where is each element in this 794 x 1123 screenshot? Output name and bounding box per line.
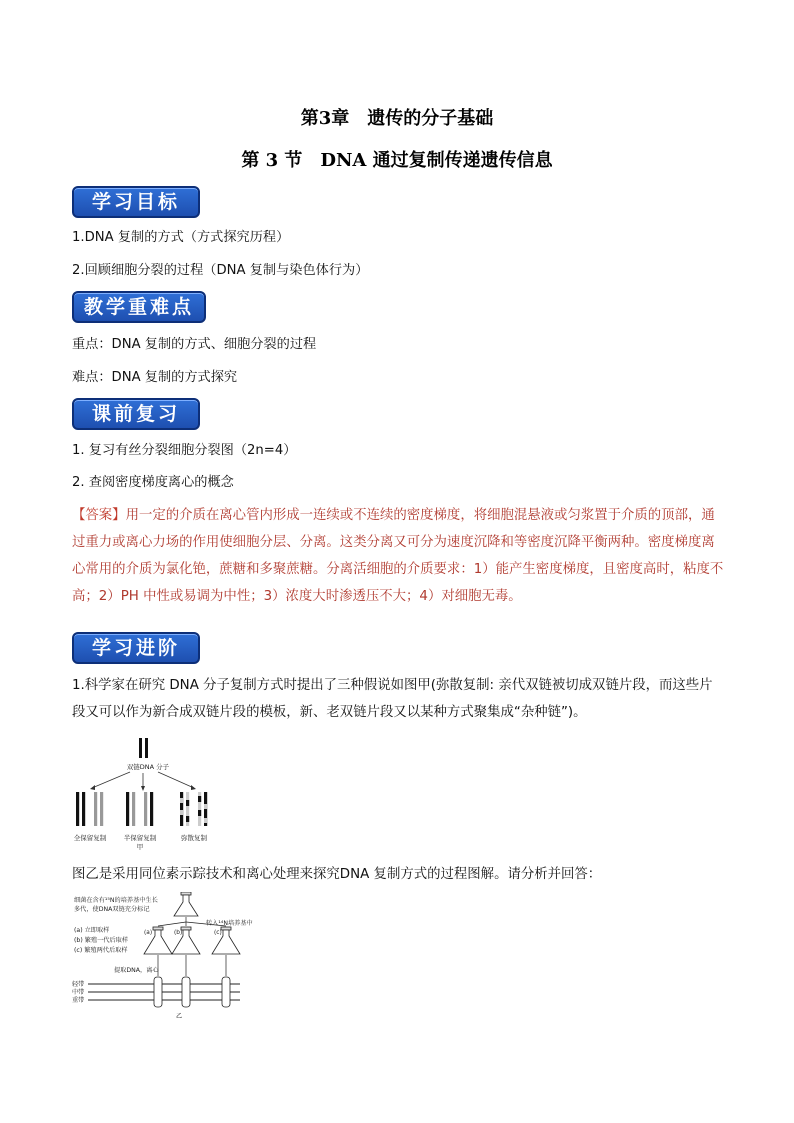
flask-label-a: (a): [144, 930, 153, 936]
down-arrows: [158, 955, 226, 976]
band-lines: [88, 984, 240, 1000]
figure-jia-caption: 甲: [136, 843, 144, 851]
yi-step-b: (b) 繁殖一代后取样: [74, 937, 129, 944]
figure-yi-caption: 乙: [176, 1013, 183, 1020]
figure-jia: [70, 736, 230, 852]
band-label-heavy: 重带: [72, 997, 85, 1004]
yi-step-c: (c) 繁殖两代后取样: [74, 947, 128, 954]
answer-tag: 【答案】: [72, 508, 126, 523]
band-label-middle: 中带: [72, 989, 85, 996]
flask-label-b: (b): [174, 930, 183, 936]
yi-extract-text: 提取DNA，离心: [114, 967, 159, 974]
key-point-item-1: 重点：DNA 复制的方式、细胞分裂的过程: [72, 337, 317, 352]
preview-item-1: 1. 复习有丝分裂细胞分裂图（2n=4）: [72, 443, 297, 458]
parent-label: 双链DNA 分子: [126, 763, 170, 771]
label-semiconservative: 半保留复制: [123, 834, 157, 842]
objective-item-1: 1.DNA 复制的方式（方式探究历程）: [72, 230, 290, 245]
parent-dna-icon: [139, 738, 148, 758]
advanced-badge: 学习进阶: [72, 632, 200, 664]
answer-text: 用一定的介质在离心管内形成一连续或不连续的密度梯度，将细胞混悬液或匀浆置于介质的顶部，通过重力或离心力场的作用使细胞分层、分离。这类分离又可分为速度沉降和等密度沉降平衡两种。密度梯度离心常用的介质为氯化铯，蔗糖和多聚蔗糖。分离活细胞的介质要求：1）能产生密度梯度，且密度高时，粘度不高；2）PH 中性或易调为中性；3）浓度大时渗透压不大；4）对细胞无毒。: [72, 508, 724, 604]
source-flask-icon: [174, 892, 198, 916]
preview-badge: 课前复习: [72, 398, 200, 430]
label-conservative: 全保留复制: [73, 834, 107, 842]
chapter-title: 第3章 遗传的分子基础: [300, 108, 494, 129]
figure-yi: [70, 892, 270, 1020]
band-label-light: 轻带: [72, 981, 85, 988]
semiconservative-dna-icon: [126, 792, 153, 826]
flask-label-c: (c): [214, 930, 222, 936]
preview-answer: [72, 502, 724, 610]
yi-top-text-2: 多代，使DNA双链充分标记: [74, 906, 150, 913]
dispersive-dna-icon: [180, 792, 207, 826]
yi-top-text-1: 细菌在含有¹⁵N的培养基中生长: [74, 897, 158, 904]
section-title: 第 3 节 DNA 通过复制传递遗传信息: [241, 150, 553, 171]
yi-transfer-text: 转入¹⁴N培养基中: [206, 920, 253, 927]
label-dispersive: 弥散复制: [181, 834, 207, 842]
yi-step-a: (a) 立即取样: [74, 927, 110, 934]
conservative-dna-icon: [76, 792, 103, 826]
branch-arrows: [92, 772, 194, 788]
figure-yi-intro: 图乙是采用同位素示踪技术和离心处理来探究DNA 复制方式的过程图解。请分析并回答：: [72, 867, 602, 882]
preview-item-2: 2. 查阅密度梯度离心的概念: [72, 475, 234, 490]
objectives-badge: 学习目标: [72, 186, 200, 218]
flask-icons: [144, 927, 240, 954]
key-point-item-2: 难点：DNA 复制的方式探究: [72, 370, 238, 385]
key-points-badge: 教学重难点: [72, 291, 206, 323]
question-1: 1.科学家在研究 DNA 分子复制方式时提出了三种假说如图甲(弥散复制: 亲代双链被切成双链片段，而这些片段又可以作为新合成双链片段的模板，新、老双链片段又以某种方式聚集成“杂种链”)。: [72, 678, 713, 720]
objective-item-2: 2.回顾细胞分裂的过程（DNA 复制与染色体行为）: [72, 263, 369, 278]
